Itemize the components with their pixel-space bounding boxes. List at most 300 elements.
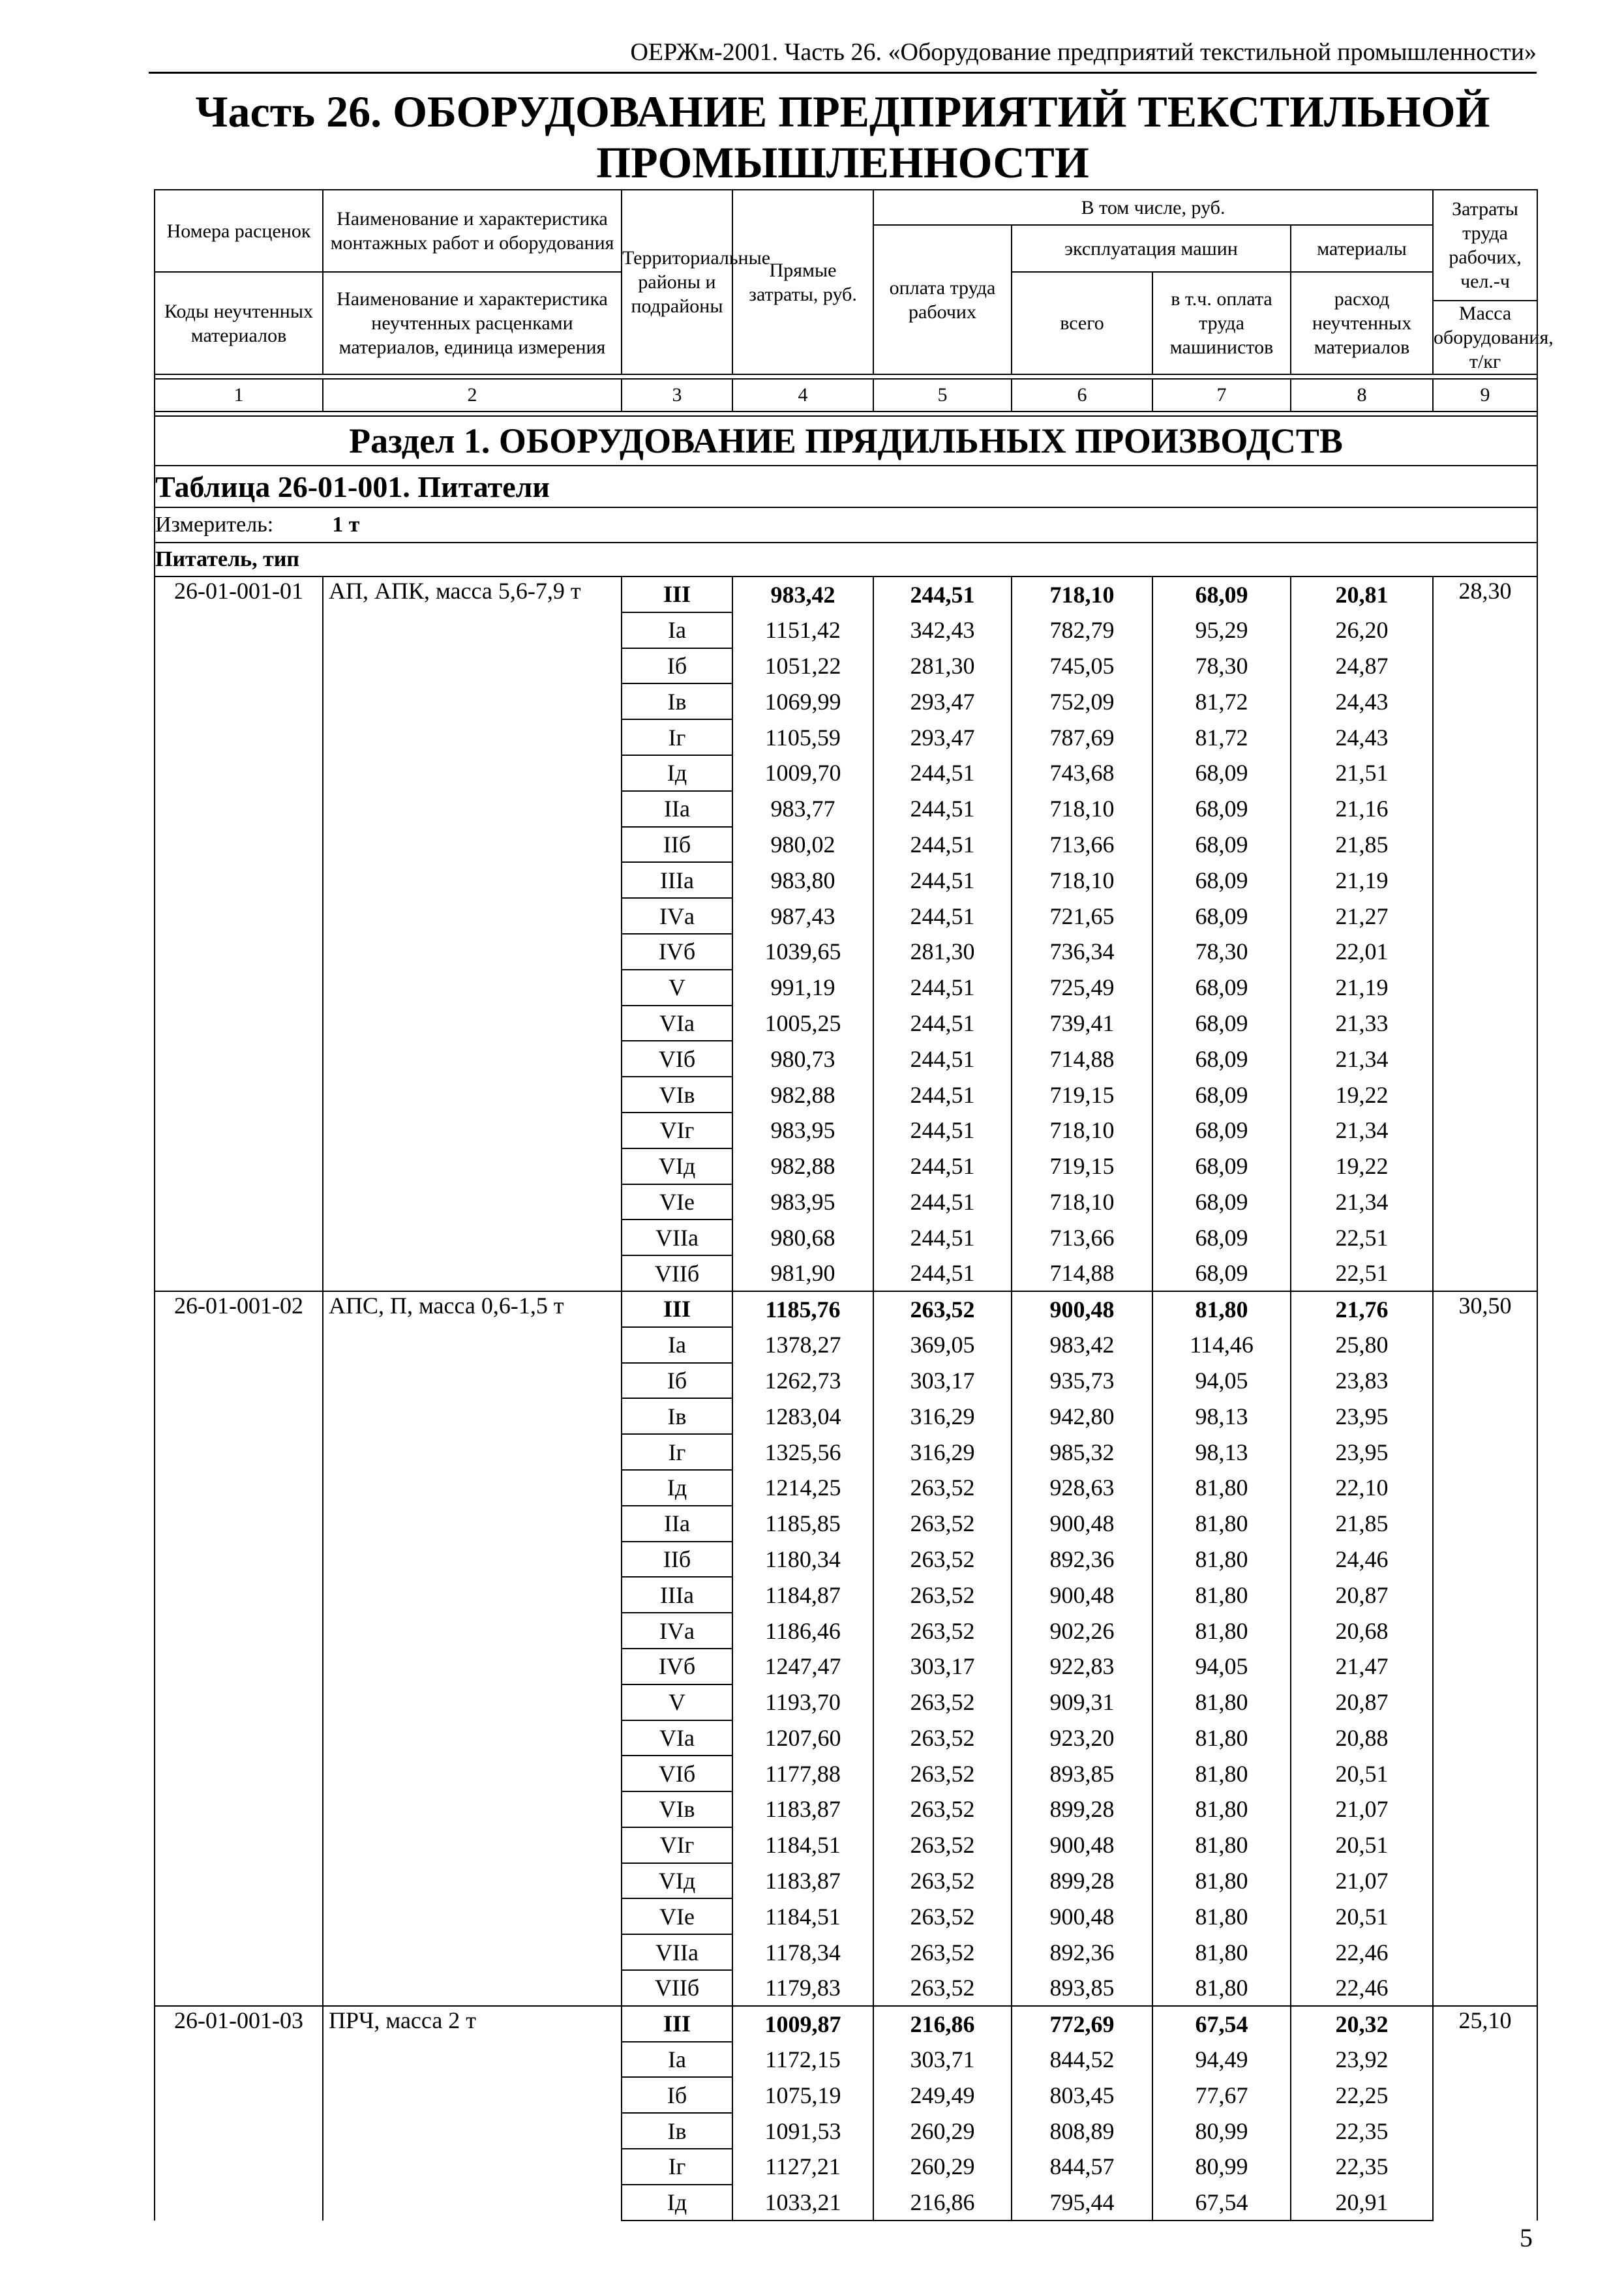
direct-cost: 1325,56: [732, 1434, 873, 1470]
operator-pay: 68,09: [1152, 576, 1291, 612]
materials-cost: 21,19: [1291, 970, 1433, 1006]
machines-total: 935,73: [1012, 1363, 1152, 1399]
direct-cost: 983,95: [732, 1113, 873, 1148]
region: Iв: [622, 1398, 732, 1434]
direct-cost: 1033,21: [732, 2185, 873, 2221]
header-col1-bottom: Коды неучтенных материалов: [155, 272, 323, 374]
machines-total: 718,10: [1012, 576, 1152, 612]
header-number: 8: [1291, 379, 1433, 411]
header-col3: Территориальные районы и подрайоны: [622, 190, 732, 374]
worker-pay: 260,29: [873, 2149, 1012, 2185]
operator-pay: 81,72: [1152, 683, 1291, 719]
region: Iв: [622, 2113, 732, 2149]
operator-pay: 78,30: [1152, 934, 1291, 970]
materials-cost: 20,32: [1291, 2006, 1433, 2042]
table-row: [155, 1291, 1537, 1327]
machines-total: 893,85: [1012, 1970, 1152, 2006]
operator-pay: 81,80: [1152, 1970, 1291, 2006]
header-col5: оплата труда рабочих: [873, 225, 1012, 374]
region: VIа: [622, 1720, 732, 1756]
materials-cost: 20,51: [1291, 1827, 1433, 1863]
equipment-name: АПС, П, масса 0,6-1,5 т: [323, 1291, 622, 2006]
machines-total: 713,66: [1012, 1219, 1152, 1255]
operator-pay: 81,80: [1152, 1720, 1291, 1756]
materials-cost: 22,46: [1291, 1970, 1433, 2006]
direct-cost: 980,73: [732, 1041, 873, 1077]
materials-cost: 21,85: [1291, 1506, 1433, 1542]
operator-pay: 114,46: [1152, 1327, 1291, 1363]
region: VIа: [622, 1006, 732, 1041]
materials-cost: 20,81: [1291, 576, 1433, 612]
region: IIIа: [622, 862, 732, 898]
materials-cost: 21,19: [1291, 862, 1433, 898]
measurer-value: 1 т: [332, 513, 360, 537]
machines-total: 900,48: [1012, 1898, 1152, 1934]
direct-cost: 1075,19: [732, 2077, 873, 2113]
materials-cost: 21,34: [1291, 1041, 1433, 1077]
machines-total: 892,36: [1012, 1934, 1152, 1970]
materials-cost: 24,87: [1291, 648, 1433, 684]
region: IIа: [622, 1506, 732, 1542]
machines-total: 719,15: [1012, 1148, 1152, 1184]
materials-cost: 22,01: [1291, 934, 1433, 970]
machines-total: 725,49: [1012, 970, 1152, 1006]
direct-cost: 1051,22: [732, 648, 873, 684]
worker-pay: 263,52: [873, 1970, 1012, 2006]
header-number: 9: [1433, 379, 1537, 411]
operator-pay: 68,09: [1152, 791, 1291, 827]
header-col2-bottom: Наименование и характеристика неучтенных расценками материалов, единица измерения: [323, 272, 622, 374]
worker-pay: 293,47: [873, 719, 1012, 755]
direct-cost: 1039,65: [732, 934, 873, 970]
machines-total: 844,52: [1012, 2042, 1152, 2078]
machines-total: 923,20: [1012, 1720, 1152, 1756]
operator-pay: 81,72: [1152, 719, 1291, 755]
machines-total: 985,32: [1012, 1434, 1152, 1470]
machines-total: 900,48: [1012, 1827, 1152, 1863]
direct-cost: 1184,51: [732, 1827, 873, 1863]
operator-pay: 95,29: [1152, 612, 1291, 648]
machines-total: 743,68: [1012, 755, 1152, 791]
direct-cost: 983,95: [732, 1184, 873, 1220]
region: Iа: [622, 612, 732, 648]
direct-cost: 983,80: [732, 862, 873, 898]
operator-pay: 68,09: [1152, 1113, 1291, 1148]
direct-cost: 1069,99: [732, 683, 873, 719]
machines-total: 902,26: [1012, 1613, 1152, 1649]
worker-pay: 303,71: [873, 2042, 1012, 2078]
machines-total: 900,48: [1012, 1291, 1152, 1327]
operator-pay: 68,09: [1152, 1184, 1291, 1220]
operator-pay: 94,49: [1152, 2042, 1291, 2078]
region: IIIа: [622, 1577, 732, 1613]
materials-cost: 20,51: [1291, 1756, 1433, 1791]
worker-pay: 244,51: [873, 791, 1012, 827]
operator-pay: 68,09: [1152, 970, 1291, 1006]
operator-pay: 81,80: [1152, 1470, 1291, 1506]
materials-cost: 20,87: [1291, 1684, 1433, 1720]
worker-pay: 316,29: [873, 1398, 1012, 1434]
machines-total: 736,34: [1012, 934, 1152, 970]
part-title-line1: Часть 26. ОБОРУДОВАНИЕ ПРЕДПРИЯТИЙ ТЕКСТИЛЬНОЙ: [195, 87, 1490, 136]
region: III: [622, 1291, 732, 1327]
worker-pay: 244,51: [873, 1077, 1012, 1113]
running-header: ОЕРЖм-2001. Часть 26. «Оборудование предприятий текстильной промышленности»: [149, 37, 1537, 74]
materials-cost: 19,22: [1291, 1148, 1433, 1184]
region: VIд: [622, 1148, 732, 1184]
worker-pay: 244,51: [873, 1006, 1012, 1041]
materials-cost: 21,07: [1291, 1863, 1433, 1899]
machines-total: 922,83: [1012, 1649, 1152, 1684]
direct-cost: 982,88: [732, 1077, 873, 1113]
operator-pay: 81,80: [1152, 1577, 1291, 1613]
worker-pay: 263,52: [873, 1898, 1012, 1934]
header-materials: материалы: [1291, 225, 1433, 272]
materials-cost: 20,91: [1291, 2185, 1433, 2221]
operator-pay: 68,09: [1152, 1219, 1291, 1255]
region: Iа: [622, 2042, 732, 2078]
header-number: 3: [622, 379, 732, 411]
operator-pay: 81,80: [1152, 1542, 1291, 1578]
header-incl: В том числе, руб.: [873, 190, 1433, 225]
direct-cost: 1180,34: [732, 1542, 873, 1578]
direct-cost: 1193,70: [732, 1684, 873, 1720]
part-title-line2: ПРОМЫШЛЕННОСТИ: [596, 138, 1089, 187]
direct-cost: 1184,51: [732, 1898, 873, 1934]
region: Iд: [622, 755, 732, 791]
worker-pay: 316,29: [873, 1434, 1012, 1470]
region: Iг: [622, 719, 732, 755]
machines-total: 721,65: [1012, 898, 1152, 934]
materials-cost: 21,47: [1291, 1649, 1433, 1684]
materials-cost: 21,76: [1291, 1291, 1433, 1327]
labor-hours: 30,50: [1433, 1291, 1537, 2006]
direct-cost: 1177,88: [732, 1756, 873, 1791]
region: VIIб: [622, 1970, 732, 2006]
region: VIг: [622, 1827, 732, 1863]
materials-cost: 22,51: [1291, 1255, 1433, 1291]
region: VIв: [622, 1077, 732, 1113]
worker-pay: 303,17: [873, 1363, 1012, 1399]
machines-total: 787,69: [1012, 719, 1152, 755]
worker-pay: 303,17: [873, 1649, 1012, 1684]
materials-cost: 23,95: [1291, 1398, 1433, 1434]
worker-pay: 244,51: [873, 1219, 1012, 1255]
direct-cost: 1009,87: [732, 2006, 873, 2042]
worker-pay: 263,52: [873, 1291, 1012, 1327]
machines-total: 795,44: [1012, 2185, 1152, 2221]
materials-cost: 22,51: [1291, 1219, 1433, 1255]
header-col7: в т.ч. оплата труда машинистов: [1152, 272, 1291, 374]
direct-cost: 1185,76: [732, 1291, 873, 1327]
direct-cost: 1091,53: [732, 2113, 873, 2149]
header-col6: всего: [1012, 272, 1152, 374]
header-number: 5: [873, 379, 1012, 411]
operator-pay: 94,05: [1152, 1649, 1291, 1684]
page-number: 5: [1520, 2223, 1533, 2252]
worker-pay: 244,51: [873, 1255, 1012, 1291]
machines-total: 782,79: [1012, 612, 1152, 648]
operator-pay: 68,09: [1152, 827, 1291, 863]
operator-pay: 68,09: [1152, 862, 1291, 898]
worker-pay: 244,51: [873, 970, 1012, 1006]
direct-cost: 983,77: [732, 791, 873, 827]
region: III: [622, 576, 732, 612]
region: Iв: [622, 683, 732, 719]
machines-total: 909,31: [1012, 1684, 1152, 1720]
direct-cost: 1262,73: [732, 1363, 873, 1399]
region: Iд: [622, 1470, 732, 1506]
region: Iб: [622, 648, 732, 684]
operator-pay: 80,99: [1152, 2113, 1291, 2149]
operator-pay: 68,09: [1152, 1041, 1291, 1077]
materials-cost: 23,83: [1291, 1363, 1433, 1399]
direct-cost: 1183,87: [732, 1863, 873, 1899]
machines-total: 899,28: [1012, 1863, 1152, 1899]
worker-pay: 281,30: [873, 648, 1012, 684]
materials-cost: 24,43: [1291, 683, 1433, 719]
header-col8: расход неучтенных материалов: [1291, 272, 1433, 374]
region: VIб: [622, 1041, 732, 1077]
materials-cost: 21,85: [1291, 827, 1433, 863]
materials-cost: 21,07: [1291, 1791, 1433, 1827]
worker-pay: 263,52: [873, 1720, 1012, 1756]
direct-cost: 1207,60: [732, 1720, 873, 1756]
machines-total: 718,10: [1012, 862, 1152, 898]
operator-pay: 81,80: [1152, 1934, 1291, 1970]
materials-cost: 23,95: [1291, 1434, 1433, 1470]
direct-cost: 1378,27: [732, 1327, 873, 1363]
region: VIе: [622, 1898, 732, 1934]
region: VIг: [622, 1113, 732, 1148]
table-row: [155, 576, 1537, 612]
region: V: [622, 1684, 732, 1720]
machines-total: 983,42: [1012, 1327, 1152, 1363]
direct-cost: 1214,25: [732, 1470, 873, 1506]
operator-pay: 78,30: [1152, 648, 1291, 684]
direct-cost: 982,88: [732, 1148, 873, 1184]
machines-total: 808,89: [1012, 2113, 1152, 2149]
equipment-name: АП, АПК, масса 5,6-7,9 т: [323, 576, 622, 1291]
direct-cost: 1185,85: [732, 1506, 873, 1542]
worker-pay: 263,52: [873, 1934, 1012, 1970]
region: IIб: [622, 827, 732, 863]
worker-pay: 369,05: [873, 1327, 1012, 1363]
machines-total: 714,88: [1012, 1255, 1152, 1291]
operator-pay: 68,09: [1152, 1148, 1291, 1184]
region: V: [622, 970, 732, 1006]
machines-total: 713,66: [1012, 827, 1152, 863]
worker-pay: 260,29: [873, 2113, 1012, 2149]
header-col9-top: Затраты труда рабочих, чел.-ч: [1433, 190, 1537, 301]
subheading: Питатель, тип: [155, 543, 1537, 576]
operator-pay: 81,80: [1152, 1863, 1291, 1899]
region: Iг: [622, 1434, 732, 1470]
table-title: Таблица 26-01-001. Питатели: [155, 466, 1537, 507]
operator-pay: 68,09: [1152, 1006, 1291, 1041]
header-number: 4: [732, 379, 873, 411]
direct-cost: 981,90: [732, 1255, 873, 1291]
machines-total: 942,80: [1012, 1398, 1152, 1434]
direct-cost: 980,02: [732, 827, 873, 863]
operator-pay: 80,99: [1152, 2149, 1291, 2185]
materials-cost: 24,46: [1291, 1542, 1433, 1578]
operator-pay: 68,09: [1152, 1077, 1291, 1113]
region: IVб: [622, 1649, 732, 1684]
region: Iа: [622, 1327, 732, 1363]
operator-pay: 81,80: [1152, 1684, 1291, 1720]
direct-cost: 980,68: [732, 1219, 873, 1255]
rate-code: 26-01-001-03: [155, 2006, 323, 2221]
direct-cost: 983,42: [732, 576, 873, 612]
operator-pay: 81,80: [1152, 1291, 1291, 1327]
worker-pay: 244,51: [873, 1041, 1012, 1077]
labor-hours: 25,10: [1433, 2006, 1537, 2221]
measurer: [155, 507, 1537, 543]
machines-total: 900,48: [1012, 1506, 1152, 1542]
worker-pay: 263,52: [873, 1470, 1012, 1506]
worker-pay: 263,52: [873, 1684, 1012, 1720]
region: VIб: [622, 1756, 732, 1791]
worker-pay: 244,51: [873, 1113, 1012, 1148]
region: VIе: [622, 1184, 732, 1220]
table-row: [155, 2006, 1537, 2042]
worker-pay: 263,52: [873, 1791, 1012, 1827]
region: IVа: [622, 1613, 732, 1649]
worker-pay: 244,51: [873, 898, 1012, 934]
header-col1-top: Номера расценок: [155, 190, 323, 272]
machines-total: 714,88: [1012, 1041, 1152, 1077]
materials-cost: 22,10: [1291, 1470, 1433, 1506]
machines-total: 900,48: [1012, 1577, 1152, 1613]
machines-total: 899,28: [1012, 1791, 1152, 1827]
operator-pay: 81,80: [1152, 1791, 1291, 1827]
direct-cost: 987,43: [732, 898, 873, 934]
materials-cost: 21,33: [1291, 1006, 1433, 1041]
measurer-label: Измеритель:: [155, 513, 274, 537]
worker-pay: 249,49: [873, 2077, 1012, 2113]
materials-cost: 21,27: [1291, 898, 1433, 934]
worker-pay: 263,52: [873, 1756, 1012, 1791]
header-number: 6: [1012, 379, 1152, 411]
worker-pay: 342,43: [873, 612, 1012, 648]
header-machines: эксплуатация машин: [1012, 225, 1291, 272]
machines-total: 803,45: [1012, 2077, 1152, 2113]
region: IVа: [622, 898, 732, 934]
header-col4: Прямые затраты, руб.: [732, 190, 873, 374]
worker-pay: 263,52: [873, 1613, 1012, 1649]
materials-cost: 21,51: [1291, 755, 1433, 791]
worker-pay: 244,51: [873, 862, 1012, 898]
machines-total: 893,85: [1012, 1756, 1152, 1791]
machines-total: 752,09: [1012, 683, 1152, 719]
materials-cost: 22,35: [1291, 2113, 1433, 2149]
direct-cost: 1179,83: [732, 1970, 873, 2006]
operator-pay: 98,13: [1152, 1398, 1291, 1434]
machines-total: 745,05: [1012, 648, 1152, 684]
materials-cost: 21,34: [1291, 1184, 1433, 1220]
direct-cost: 1184,87: [732, 1577, 873, 1613]
part-title: [149, 86, 1537, 188]
worker-pay: 244,51: [873, 576, 1012, 612]
operator-pay: 98,13: [1152, 1434, 1291, 1470]
materials-cost: 24,43: [1291, 719, 1433, 755]
worker-pay: 244,51: [873, 1148, 1012, 1184]
region: IVб: [622, 934, 732, 970]
worker-pay: 293,47: [873, 683, 1012, 719]
direct-cost: 1005,25: [732, 1006, 873, 1041]
machines-total: 718,10: [1012, 1184, 1152, 1220]
direct-cost: 991,19: [732, 970, 873, 1006]
price-table: [154, 189, 1554, 2221]
worker-pay: 216,86: [873, 2006, 1012, 2042]
worker-pay: 263,52: [873, 1827, 1012, 1863]
region: VIв: [622, 1791, 732, 1827]
worker-pay: 263,52: [873, 1542, 1012, 1578]
machines-total: 844,57: [1012, 2149, 1152, 2185]
region: IIа: [622, 791, 732, 827]
materials-cost: 22,35: [1291, 2149, 1433, 2185]
materials-cost: 21,34: [1291, 1113, 1433, 1148]
operator-pay: 81,80: [1152, 1613, 1291, 1649]
rate-code: 26-01-001-01: [155, 576, 323, 1291]
operator-pay: 81,80: [1152, 1898, 1291, 1934]
operator-pay: 94,05: [1152, 1363, 1291, 1399]
direct-cost: 1009,70: [732, 755, 873, 791]
section-title: Раздел 1. ОБОРУДОВАНИЕ ПРЯДИЛЬНЫХ ПРОИЗВОДСТВ: [155, 416, 1537, 466]
header-col9-bottom: Масса оборудования, т/кг: [1433, 301, 1537, 374]
region: Iб: [622, 1363, 732, 1399]
machines-total: 928,63: [1012, 1470, 1152, 1506]
direct-cost: 1105,59: [732, 719, 873, 755]
direct-cost: 1283,04: [732, 1398, 873, 1434]
region: VIIа: [622, 1934, 732, 1970]
operator-pay: 67,54: [1152, 2185, 1291, 2221]
materials-cost: 19,22: [1291, 1077, 1433, 1113]
materials-cost: 22,25: [1291, 2077, 1433, 2113]
worker-pay: 281,30: [873, 934, 1012, 970]
region: Iб: [622, 2077, 732, 2113]
machines-total: 739,41: [1012, 1006, 1152, 1041]
materials-cost: 20,51: [1291, 1898, 1433, 1934]
machines-total: 772,69: [1012, 2006, 1152, 2042]
materials-cost: 23,92: [1291, 2042, 1433, 2078]
machines-total: 719,15: [1012, 1077, 1152, 1113]
machines-total: 892,36: [1012, 1542, 1152, 1578]
direct-cost: 1151,42: [732, 612, 873, 648]
materials-cost: 20,68: [1291, 1613, 1433, 1649]
region: Iд: [622, 2185, 732, 2221]
worker-pay: 263,52: [873, 1863, 1012, 1899]
rate-code: 26-01-001-02: [155, 1291, 323, 2006]
worker-pay: 244,51: [873, 755, 1012, 791]
header-number: 1: [155, 379, 323, 411]
operator-pay: 67,54: [1152, 2006, 1291, 2042]
operator-pay: 81,80: [1152, 1506, 1291, 1542]
materials-cost: 20,88: [1291, 1720, 1433, 1756]
region: IIб: [622, 1542, 732, 1578]
materials-cost: 20,87: [1291, 1577, 1433, 1613]
machines-total: 718,10: [1012, 1113, 1152, 1148]
region: VIIб: [622, 1255, 732, 1291]
region: VIIа: [622, 1219, 732, 1255]
labor-hours: 28,30: [1433, 576, 1537, 1291]
direct-cost: 1247,47: [732, 1649, 873, 1684]
region: III: [622, 2006, 732, 2042]
equipment-name: ПРЧ, масса 2 т: [323, 2006, 622, 2221]
direct-cost: 1178,34: [732, 1934, 873, 1970]
header-number: 7: [1152, 379, 1291, 411]
